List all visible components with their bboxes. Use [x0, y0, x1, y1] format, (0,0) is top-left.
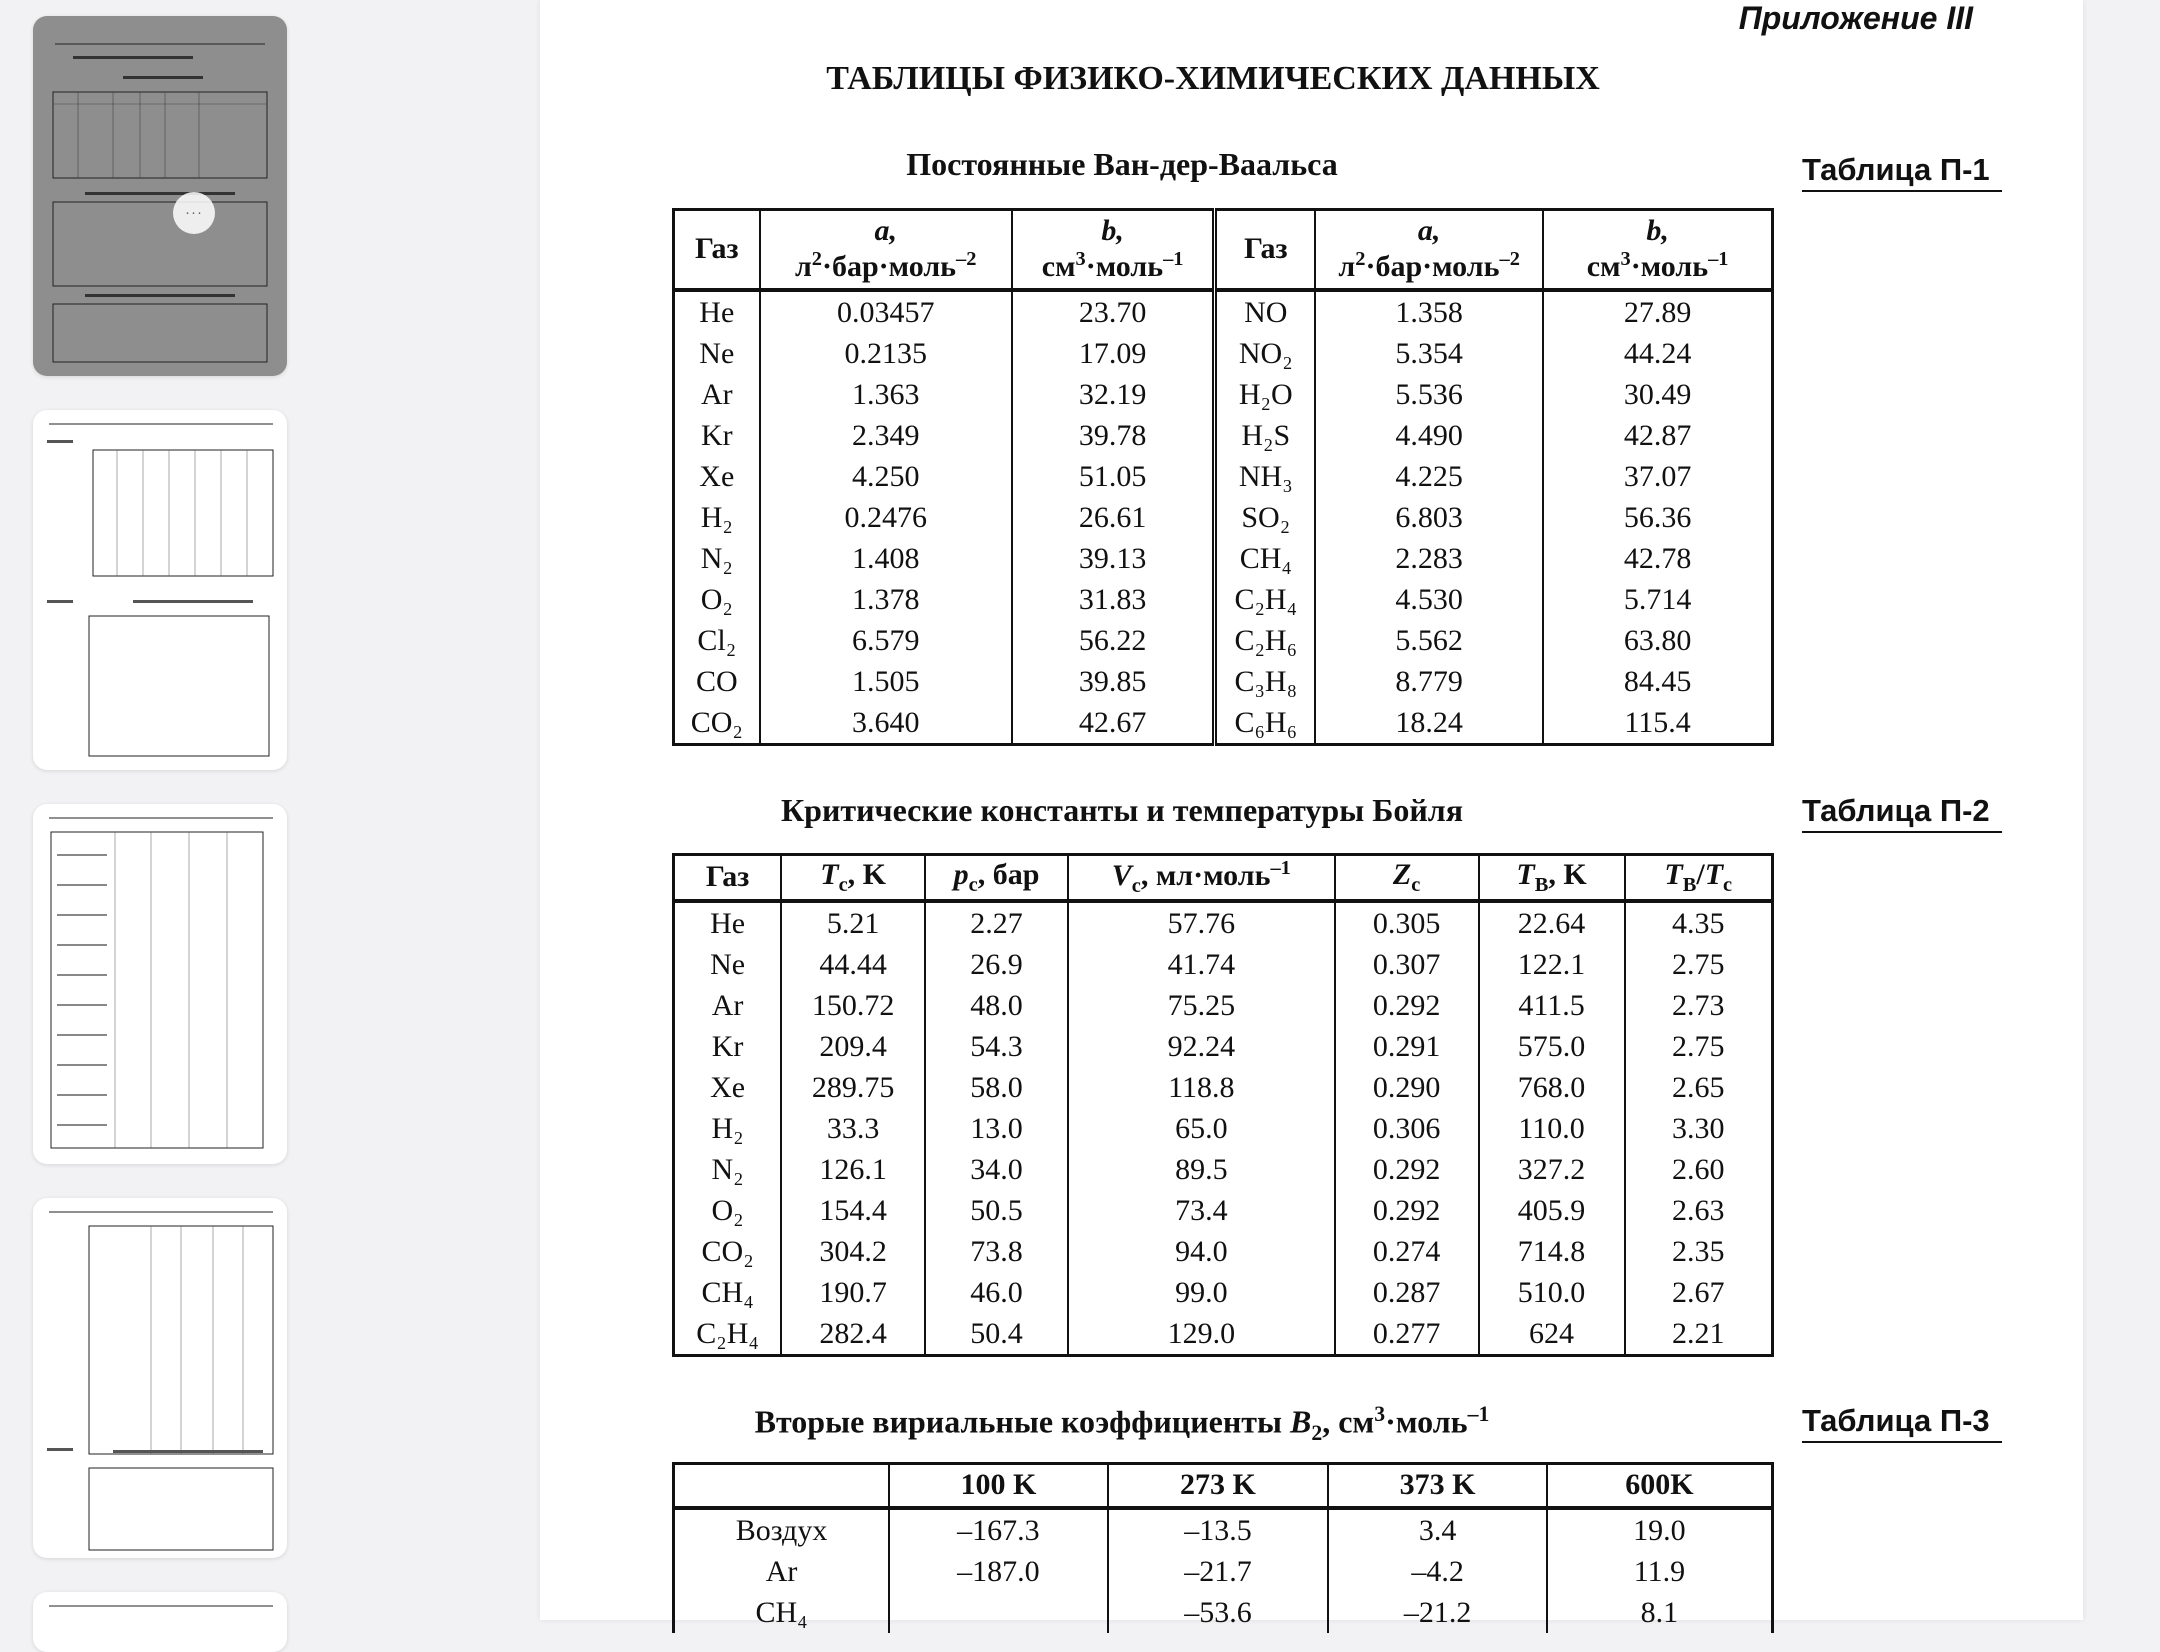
- table-cell: 42.87: [1543, 415, 1772, 456]
- table-cell: 0.306: [1335, 1108, 1479, 1149]
- table-cell: H₂: [711, 1111, 744, 1145]
- page-title: ТАБЛИЦЫ ФИЗИКО-ХИМИЧЕСКИХ ДАННЫХ: [826, 60, 1600, 97]
- table-cell: –167.3: [889, 1508, 1108, 1551]
- table-cell: 327.2: [1479, 1149, 1625, 1190]
- table-cell: 39.78: [1012, 415, 1215, 456]
- table-cell: Ne: [699, 336, 735, 370]
- table-cell: 2.35: [1625, 1231, 1773, 1272]
- table-row: [674, 1190, 1773, 1231]
- table-cell: 2.283: [1315, 538, 1543, 579]
- table-cell: C₂H₄: [1215, 579, 1315, 620]
- table-cell: 2.60: [1625, 1149, 1773, 1190]
- table-row: [674, 1551, 1773, 1592]
- table-cell: –187.0: [889, 1551, 1108, 1592]
- page-thumbnail-preview: [33, 16, 287, 376]
- table-cell: 115.4: [1543, 702, 1772, 745]
- table-row: [674, 944, 1773, 985]
- table-cell: NO₂: [1215, 333, 1315, 374]
- page-thumbnail-415[interactable]: [33, 804, 287, 1164]
- table-cell: 5.354: [1315, 333, 1543, 374]
- table-row: [674, 1272, 1773, 1313]
- header-a: a, $л^2\cdot бар\cdot моль^{-2}$: [760, 210, 1012, 290]
- table-cell: 26.9: [925, 944, 1068, 985]
- table-row: [674, 415, 1773, 456]
- table-cell: 41.74: [1068, 944, 1335, 985]
- table-row: [674, 1026, 1773, 1067]
- header-b: b, $см^3\cdot моль^{-1}$: [1012, 210, 1215, 290]
- table-row: [674, 1067, 1773, 1108]
- table-cell: CO₂: [701, 1234, 754, 1268]
- table-cell: 1.408: [760, 538, 1012, 579]
- table-cell: C₃H₈: [1215, 661, 1315, 702]
- table-cell: 31.83: [1012, 579, 1215, 620]
- table-cell: 118.8: [1068, 1067, 1335, 1108]
- page-thumbnail-preview: [33, 804, 287, 1164]
- header-tb: $T_B$, K: [1479, 855, 1625, 901]
- table-cell: 0.2135: [760, 333, 1012, 374]
- table-cell: Kr: [711, 1029, 744, 1063]
- table-cell: Воздух: [735, 1513, 828, 1547]
- table-cell: 0.2476: [760, 497, 1012, 538]
- table-cell: 0.03457: [760, 290, 1012, 333]
- header-tb-tc: $T_B/T_c$: [1625, 855, 1773, 901]
- table-cell: 4.530: [1315, 579, 1543, 620]
- table-row: [674, 456, 1773, 497]
- table-cell: 0.305: [1335, 901, 1479, 944]
- table-cell: –13.5: [1108, 1508, 1329, 1551]
- table-cell: 4.35: [1625, 901, 1773, 944]
- table-cell: 50.5: [925, 1190, 1068, 1231]
- page-thumbnail-preview: [33, 1198, 287, 1558]
- table-cell: 13.0: [925, 1108, 1068, 1149]
- header-600k: 600K: [1547, 1464, 1773, 1508]
- table3-label: Таблица П-3: [1802, 1403, 2002, 1443]
- table-cell: 0.292: [1335, 1190, 1479, 1231]
- table-cell: 129.0: [1068, 1313, 1335, 1356]
- table-cell: 768.0: [1479, 1067, 1625, 1108]
- table-cell: 0.291: [1335, 1026, 1479, 1067]
- table-cell: C₂H₄: [696, 1316, 759, 1350]
- table-cell: 23.70: [1012, 290, 1215, 333]
- table-cell: 2.75: [1625, 944, 1773, 985]
- table-cell: 714.8: [1479, 1231, 1625, 1272]
- table1-label: Таблица П-1: [1802, 152, 2002, 192]
- table-cell: 19.0: [1547, 1508, 1773, 1551]
- table-cell: 190.7: [781, 1272, 925, 1313]
- header-a-2: a, $л^2\cdot бар\cdot моль^{-2}$: [1315, 210, 1543, 290]
- table3-title: Вторые вириальные коэффициенты $B_2$, $см^3\cdot моль^{-1}$: [754, 1402, 1490, 1446]
- table-cell: –53.6: [1108, 1592, 1329, 1633]
- table-row: [674, 374, 1773, 415]
- table-cell: NH₃: [1215, 456, 1315, 497]
- page-thumbnail-414[interactable]: [33, 410, 287, 770]
- table-cell: H₂O: [1215, 374, 1315, 415]
- table-cell: 22.64: [1479, 901, 1625, 944]
- table-cell: SO₂: [1215, 497, 1315, 538]
- table-cell: 42.78: [1543, 538, 1772, 579]
- table-cell: 2.65: [1625, 1067, 1773, 1108]
- table-cell: 94.0: [1068, 1231, 1335, 1272]
- table-cell: H₂S: [1215, 415, 1315, 456]
- table-cell: 1.358: [1315, 290, 1543, 333]
- table2-label: Таблица П-2: [1802, 793, 2002, 833]
- header-100k: 100 K: [889, 1464, 1108, 1508]
- table-cell: 2.67: [1625, 1272, 1773, 1313]
- table-cell: 2.27: [925, 901, 1068, 944]
- table-cell: CH₄: [1215, 538, 1315, 579]
- table-cell: 8.1: [1547, 1592, 1773, 1633]
- table-cell: 0.287: [1335, 1272, 1479, 1313]
- table-cell: 3.4: [1328, 1508, 1547, 1551]
- table-cell: 11.9: [1547, 1551, 1773, 1592]
- table2-title: Критические константы и температуры Бойля: [780, 792, 1464, 828]
- table-cell: 48.0: [925, 985, 1068, 1026]
- table-row: [674, 579, 1773, 620]
- page-thumbnail-preview: [33, 1592, 287, 1652]
- table-cell: 3.640: [760, 702, 1012, 745]
- document-page: [540, 0, 2083, 1629]
- table-cell: O₂: [711, 1193, 744, 1227]
- table-cell: 110.0: [1479, 1108, 1625, 1149]
- table-cell: –4.2: [1328, 1551, 1547, 1592]
- table-cell: H₂: [700, 500, 733, 534]
- table-cell: Kr: [700, 418, 733, 452]
- table-cell: 0.292: [1335, 985, 1479, 1026]
- table-cell: 44.44: [781, 944, 925, 985]
- table-cell: 56.36: [1543, 497, 1772, 538]
- table-cell: 32.19: [1012, 374, 1215, 415]
- table-cell: 6.579: [760, 620, 1012, 661]
- table-row: [674, 661, 1773, 702]
- table-cell: 42.67: [1012, 702, 1215, 745]
- table-cell: 58.0: [925, 1067, 1068, 1108]
- table-row: [674, 985, 1773, 1026]
- page-thumbnail-413[interactable]: [33, 16, 287, 376]
- table-row: [674, 290, 1773, 333]
- table-row: [674, 333, 1773, 374]
- table-cell: N₂: [700, 541, 733, 575]
- page-thumbnail-416[interactable]: [33, 1198, 287, 1558]
- table-cell: 154.4: [781, 1190, 925, 1231]
- table-cell: 0.307: [1335, 944, 1479, 985]
- page-thumbnail-sidebar: [0, 0, 316, 1620]
- table-cell: 73.8: [925, 1231, 1068, 1272]
- table-cell: 289.75: [781, 1067, 925, 1108]
- table-row: [674, 1231, 1773, 1272]
- table-cell: 0.290: [1335, 1067, 1479, 1108]
- header-pc: $p_c$, бар: [925, 855, 1068, 901]
- table-cell: 51.05: [1012, 456, 1215, 497]
- table-cell: 44.24: [1543, 333, 1772, 374]
- table-cell: 4.225: [1315, 456, 1543, 497]
- header-vc: $V_c$, мл·моль$^{-1}$: [1068, 855, 1335, 901]
- table-cell: 0.277: [1335, 1313, 1479, 1356]
- table-row: [674, 1592, 1773, 1633]
- table-cell: 2.73: [1625, 985, 1773, 1026]
- table-cell: 26.61: [1012, 497, 1215, 538]
- table-cell: 510.0: [1479, 1272, 1625, 1313]
- table-cell: 57.76: [1068, 901, 1335, 944]
- table-cell: Xe: [699, 459, 735, 493]
- table-cell: 3.30: [1625, 1108, 1773, 1149]
- table-row: [674, 497, 1773, 538]
- table-cell: 122.1: [1479, 944, 1625, 985]
- table-cell: 5.21: [781, 901, 925, 944]
- table-cell: 50.4: [925, 1313, 1068, 1356]
- header-gas: Газ: [674, 210, 760, 290]
- header-gas-2: Газ: [1215, 210, 1315, 290]
- table-row: [674, 538, 1773, 579]
- table-cell: CH₄: [701, 1275, 754, 1309]
- header-b-2: b, $см^3\cdot моль^{-1}$: [1543, 210, 1772, 290]
- table-cell: 0.292: [1335, 1149, 1479, 1190]
- table-row: [674, 702, 1773, 745]
- header-tc: $T_c$, K: [781, 855, 925, 901]
- header-zc: $Z_c$: [1335, 855, 1479, 901]
- table-cell: 99.0: [1068, 1272, 1335, 1313]
- table-cell: 282.4: [781, 1313, 925, 1356]
- appendix-label: Приложение III: [1738, 0, 1973, 36]
- table-cell: 63.80: [1543, 620, 1772, 661]
- header-empty: [674, 1464, 890, 1508]
- table-row: [674, 1108, 1773, 1149]
- table-cell: 575.0: [1479, 1026, 1625, 1067]
- table-cell: 304.2: [781, 1231, 925, 1272]
- table-cell: 1.378: [760, 579, 1012, 620]
- table3: [672, 1462, 1774, 1633]
- table-cell: –21.2: [1328, 1592, 1547, 1633]
- table1-title: Постоянные Ван-дер-Ваальса: [906, 146, 1338, 182]
- table-cell: 84.45: [1543, 661, 1772, 702]
- table-row: [674, 1508, 1773, 1551]
- table-cell: 89.5: [1068, 1149, 1335, 1190]
- table-cell: Ar: [711, 988, 744, 1022]
- table1: [672, 208, 1774, 746]
- table-cell: He: [699, 295, 735, 329]
- table-cell: 5.536: [1315, 374, 1543, 415]
- table-cell: 46.0: [925, 1272, 1068, 1313]
- table-cell: 5.714: [1543, 579, 1772, 620]
- header-373k: 373 K: [1328, 1464, 1547, 1508]
- table-row: [674, 620, 1773, 661]
- table-cell: 34.0: [925, 1149, 1068, 1190]
- table-cell: 2.63: [1625, 1190, 1773, 1231]
- table-cell: 30.49: [1543, 374, 1772, 415]
- table-row: [674, 1149, 1773, 1190]
- table-cell: C₂H₆: [1215, 620, 1315, 661]
- table-cell: O₂: [700, 582, 733, 616]
- table-cell: 27.89: [1543, 290, 1772, 333]
- header-gas: Газ: [674, 855, 782, 901]
- table-cell: 209.4: [781, 1026, 925, 1067]
- table-cell: 92.24: [1068, 1026, 1335, 1067]
- table-cell: NO: [1215, 290, 1315, 333]
- table-cell: Ne: [710, 947, 746, 981]
- table-cell: –21.7: [1108, 1551, 1329, 1592]
- table-cell: 65.0: [1068, 1108, 1335, 1149]
- table-cell: CH₄: [755, 1595, 808, 1629]
- table-cell: 4.250: [760, 456, 1012, 497]
- table-cell: 6.803: [1315, 497, 1543, 538]
- table-cell: He: [710, 906, 746, 940]
- table-cell: 2.75: [1625, 1026, 1773, 1067]
- table-cell: 37.07: [1543, 456, 1772, 497]
- more-options-button[interactable]: ···: [173, 192, 215, 234]
- table-cell: 5.562: [1315, 620, 1543, 661]
- page-thumbnail-preview: [33, 410, 287, 770]
- table-cell: 2.21: [1625, 1313, 1773, 1356]
- table-cell: CO₂: [690, 705, 743, 739]
- table-cell: 18.24: [1315, 702, 1543, 745]
- table-cell: 0.274: [1335, 1231, 1479, 1272]
- table-cell: 1.363: [760, 374, 1012, 415]
- table-cell: C₆H₆: [1215, 702, 1315, 745]
- table-cell: 2.349: [760, 415, 1012, 456]
- table-cell: 33.3: [781, 1108, 925, 1149]
- table-row: [674, 1313, 1773, 1356]
- table-cell: 17.09: [1012, 333, 1215, 374]
- table-cell: Cl₂: [697, 623, 737, 657]
- table-cell: 405.9: [1479, 1190, 1625, 1231]
- table-cell: CO: [695, 664, 738, 698]
- table-cell: [889, 1592, 1108, 1633]
- page-thumbnail-417[interactable]: [33, 1592, 287, 1652]
- table-cell: 73.4: [1068, 1190, 1335, 1231]
- table-cell: Xe: [710, 1070, 746, 1104]
- header-273k: 273 K: [1108, 1464, 1329, 1508]
- table-cell: 75.25: [1068, 985, 1335, 1026]
- table-cell: N₂: [711, 1152, 744, 1186]
- table-cell: 1.505: [760, 661, 1012, 702]
- table-cell: 150.72: [781, 985, 925, 1026]
- table-cell: 126.1: [781, 1149, 925, 1190]
- table-cell: Ar: [765, 1554, 798, 1588]
- table-cell: 4.490: [1315, 415, 1543, 456]
- table-cell: 56.22: [1012, 620, 1215, 661]
- table-cell: 39.13: [1012, 538, 1215, 579]
- table-cell: 624: [1479, 1313, 1625, 1356]
- table-cell: 411.5: [1479, 985, 1625, 1026]
- table2: [672, 853, 1774, 1357]
- table-cell: Ar: [700, 377, 733, 411]
- table-cell: 54.3: [925, 1026, 1068, 1067]
- table-cell: 8.779: [1315, 661, 1543, 702]
- table-row: [674, 901, 1773, 944]
- table-cell: 39.85: [1012, 661, 1215, 702]
